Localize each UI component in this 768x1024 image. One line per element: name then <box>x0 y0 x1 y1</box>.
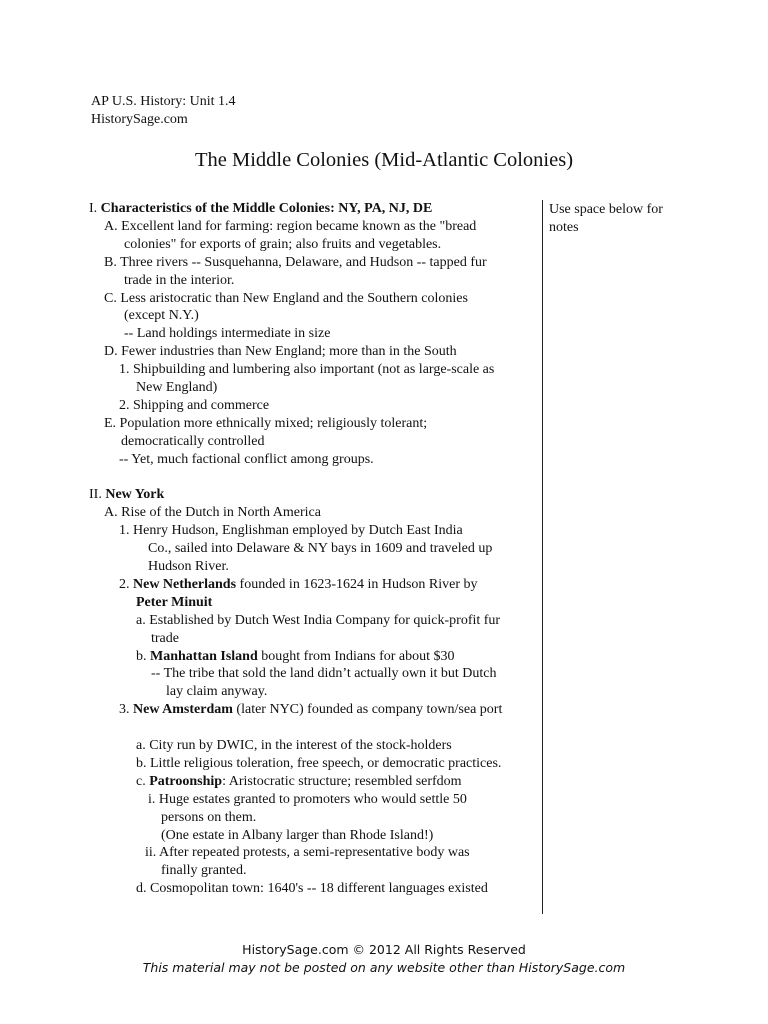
outline-line <box>166 683 267 701</box>
outline-text: b. <box>136 648 150 664</box>
footer-notice: This material may not be posted on any website other than HistorySage.com <box>142 960 626 975</box>
outline-line <box>148 558 229 576</box>
notes-instruction-line: notes <box>549 220 579 235</box>
notes-instruction-line: Use space below for <box>549 202 663 217</box>
site-name: HistorySage.com <box>91 112 188 127</box>
outline-line <box>136 379 217 397</box>
outline-line <box>104 504 321 522</box>
outline-line <box>161 862 247 880</box>
outline-line <box>136 648 455 666</box>
outline-line <box>121 433 264 451</box>
outline-line <box>136 755 501 773</box>
outline-line <box>104 415 427 433</box>
outline-text: a. City run by DWIC, in the interest of the stock-holders <box>136 738 452 753</box>
outline-line <box>119 397 269 415</box>
outline-text: persons on them. <box>161 809 257 825</box>
outline-line <box>151 630 179 648</box>
outline-text: A. Excellent land for farming: region became known as the "bread <box>104 218 477 234</box>
outline-line <box>119 451 374 469</box>
outline-line <box>151 665 497 683</box>
outline-text: 2. Shipping and commerce <box>119 397 270 413</box>
outline-text: a. Established by Dutch West India Company for quick-profit fur <box>136 612 501 628</box>
outline-line <box>161 827 433 845</box>
outline-text: 1. Henry Hudson, Englishman employed by Dutch East India <box>119 523 463 539</box>
outline-line <box>119 576 478 594</box>
outline-line <box>89 486 164 504</box>
outline-text: II. <box>89 487 106 503</box>
outline-text: 2. <box>119 576 133 592</box>
outline-text: -- The tribe that sold the land didn’t actually own it but Dutch <box>151 666 497 682</box>
outline-text: -- Land holdings intermediate in size <box>124 326 331 342</box>
outline-line <box>124 325 330 343</box>
footer-copyright: HistorySage.com © 2012 All Rights Reserved <box>242 942 526 957</box>
outline-line <box>136 880 488 898</box>
outline-text: ii. After repeated protests, a semi-representative body was <box>145 845 470 861</box>
outline-text: A. Rise of the Dutch in North America <box>104 505 321 521</box>
outline-text: d. Cosmopolitan town: 1640's -- 18 different languages existed <box>136 881 488 897</box>
outline-text: i. Huge estates granted to promoters who would settle 50 <box>148 791 467 807</box>
course-unit: AP U.S. History: Unit 1.4 <box>91 94 236 109</box>
notes-column-header <box>549 201 663 237</box>
outline-line <box>104 218 476 236</box>
outline-line <box>104 343 457 361</box>
outline-text: democratically controlled <box>121 433 265 449</box>
outline-line <box>119 361 494 379</box>
outline-text: D. Fewer industries than New England; more than in the South <box>104 344 457 360</box>
outline-text: C. Less aristocratic than New England and the Southern colonies <box>104 290 468 306</box>
outline-bold-term: Manhattan Island <box>150 648 258 664</box>
outline-line <box>136 773 462 791</box>
outline-bold-term: New Amsterdam <box>133 702 233 718</box>
outline-line <box>119 522 463 540</box>
outline-bold-term: Patroonship <box>149 773 223 789</box>
outline-text: Co., sailed into Delaware & NY bays in 1609 and traveled up <box>148 541 493 557</box>
outline-text: : Aristocratic structure; resembled serfdom <box>222 773 462 789</box>
outline-text: lay claim anyway. <box>166 684 268 700</box>
outline-line <box>124 272 234 290</box>
outline-text: E. Population more ethnically mixed; religiously tolerant; <box>104 415 428 431</box>
outline-text: (One estate in Albany larger than Rhode Island!) <box>161 827 434 843</box>
outline-line <box>136 612 500 630</box>
header <box>91 93 236 129</box>
outline-line <box>104 290 468 308</box>
outline-bold-term: Peter Minuit <box>136 594 213 610</box>
outline-text: New England) <box>136 380 218 395</box>
outline-text: bought from Indians for about $30 <box>257 648 455 664</box>
outline-text: B. Three rivers -- Susquehanna, Delaware, and Hudson -- tapped fur <box>104 254 487 270</box>
outline-text: finally granted. <box>161 863 247 879</box>
outline-text: c. <box>136 773 150 789</box>
outline-line <box>161 809 256 827</box>
outline-line <box>136 594 212 612</box>
outline-text: (except N.Y.) <box>124 308 199 324</box>
outline-text: 3. <box>119 702 133 718</box>
page-title: The Middle Colonies (Mid-Atlantic Colonies) <box>194 149 574 171</box>
outline-line <box>104 254 487 272</box>
outline-text: (later NYC) founded as company town/sea port <box>232 702 503 718</box>
outline-text: trade <box>151 630 179 646</box>
outline-bold-term: Characteristics of the Middle Colonies: NY, PA, NJ, DE <box>100 201 433 216</box>
outline-text: Hudson River. <box>148 559 229 574</box>
outline-text: founded in 1623-1624 in Hudson River by <box>236 576 478 592</box>
outline-line <box>89 200 432 218</box>
outline-text: trade in the interior. <box>124 272 235 288</box>
outline-text: colonies" for exports of grain; also fruits and vegetables. <box>124 236 442 252</box>
column-divider <box>542 200 543 914</box>
outline-line <box>148 540 492 558</box>
outline-text: I. <box>89 201 101 216</box>
outline-line <box>145 844 470 862</box>
outline-line <box>124 307 199 325</box>
outline-bold-term: New Netherlands <box>133 576 237 592</box>
outline-text: -- Yet, much factional conflict among groups. <box>119 451 374 467</box>
outline-bold-term: New York <box>105 487 165 503</box>
outline-line <box>148 791 467 809</box>
outline-text: b. Little religious toleration, free speech, or democratic practices. <box>136 755 502 771</box>
outline-text: 1. Shipbuilding and lumbering also important (not as large-scale as <box>119 362 495 378</box>
outline-line <box>124 236 441 254</box>
outline-line <box>136 737 452 755</box>
outline-line <box>119 701 502 719</box>
